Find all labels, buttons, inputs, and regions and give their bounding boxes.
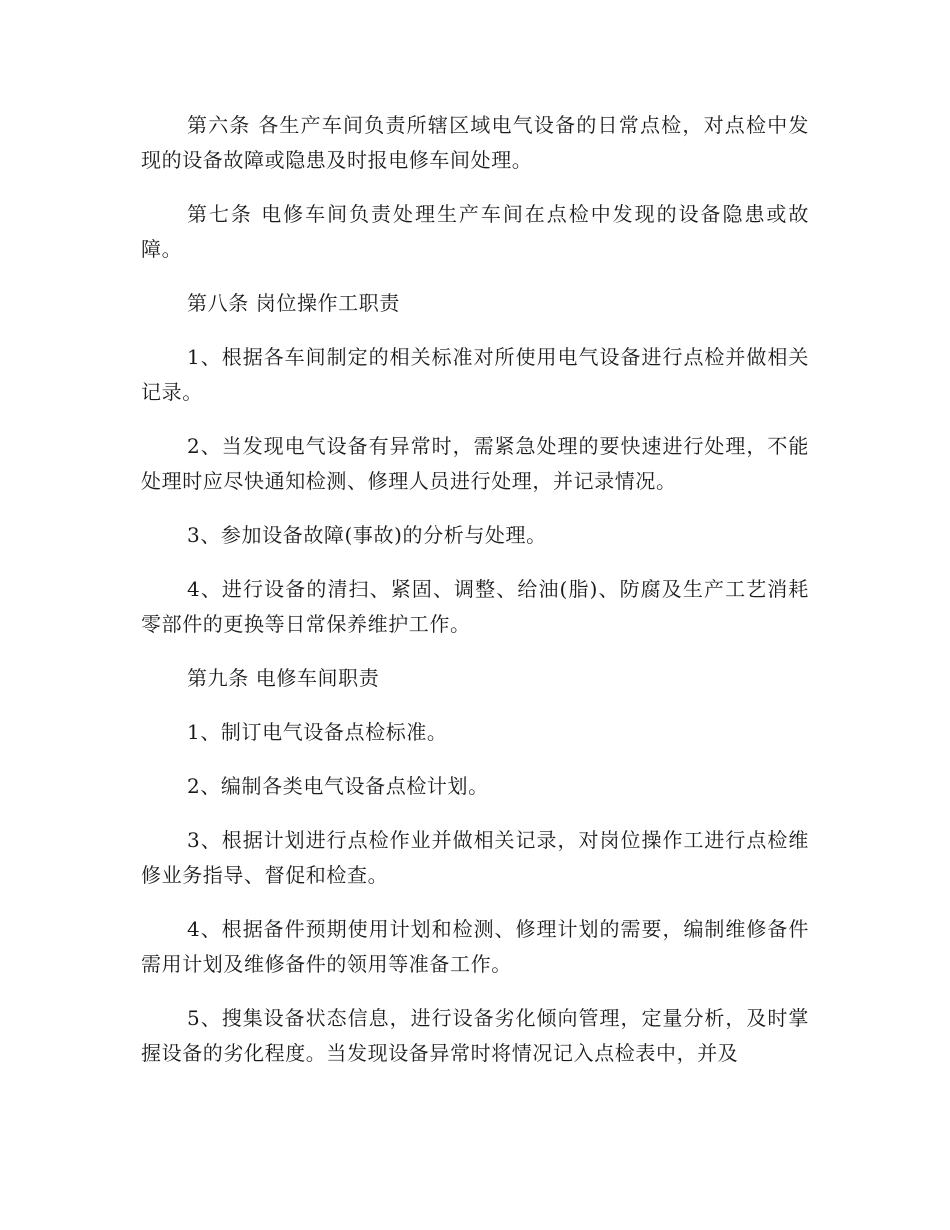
paragraph-article-8-item-3: 3、参加设备故障(事故)的分析与处理。	[187, 523, 547, 547]
paragraph-article-9-item-2: 2、编制各类电气设备点检计划。	[187, 774, 489, 798]
paragraph-article-6: 第六条 各生产车间负责所辖区域电气设备的日常点检，对点检中发现的设备故障或隐患及时报电修车间处理。	[141, 113, 809, 172]
paragraph-article-9-item-3: 3、根据计划进行点检作业并做相关记录，对岗位操作工进行点检维修业务指导、督促和检查。	[141, 828, 809, 887]
paragraph-article-8-item-2: 2、当发现电气设备有异常时，需紧急处理的要快速进行处理，不能处理时应尽快通知检测、修理人员进行处理，并记录情况。	[141, 434, 809, 493]
paragraph-article-9-item-4: 4、根据备件预期使用计划和检测、修理计划的需要，编制维修备件需用计划及维修备件的领用等准备工作。	[141, 917, 809, 976]
paragraph-article-9-item-1: 1、制订电气设备点检标准。	[187, 720, 448, 744]
heading-article-9: 第九条 电修车间职责	[187, 666, 380, 690]
paragraph-article-8-item-1: 1、根据各车间制定的相关标准对所使用电气设备进行点检并做相关记录。	[141, 345, 809, 404]
heading-article-8: 第八条 岗位操作工职责	[187, 291, 400, 315]
paragraph-article-8-item-4: 4、进行设备的清扫、紧固、调整、给油(脂)、防腐及生产工艺消耗零部件的更换等日常保养维护工作。	[141, 577, 809, 636]
document-body	[141, 108, 809, 1090]
paragraph-article-7: 第七条 电修车间负责处理生产车间在点检中发现的设备隐患或故障。	[141, 202, 809, 261]
paragraph-article-9-item-5: 5、搜集设备状态信息，进行设备劣化倾向管理，定量分析，及时掌握设备的劣化程度。当发现设备异常时将情况记入点检表中，并及	[141, 1006, 809, 1065]
